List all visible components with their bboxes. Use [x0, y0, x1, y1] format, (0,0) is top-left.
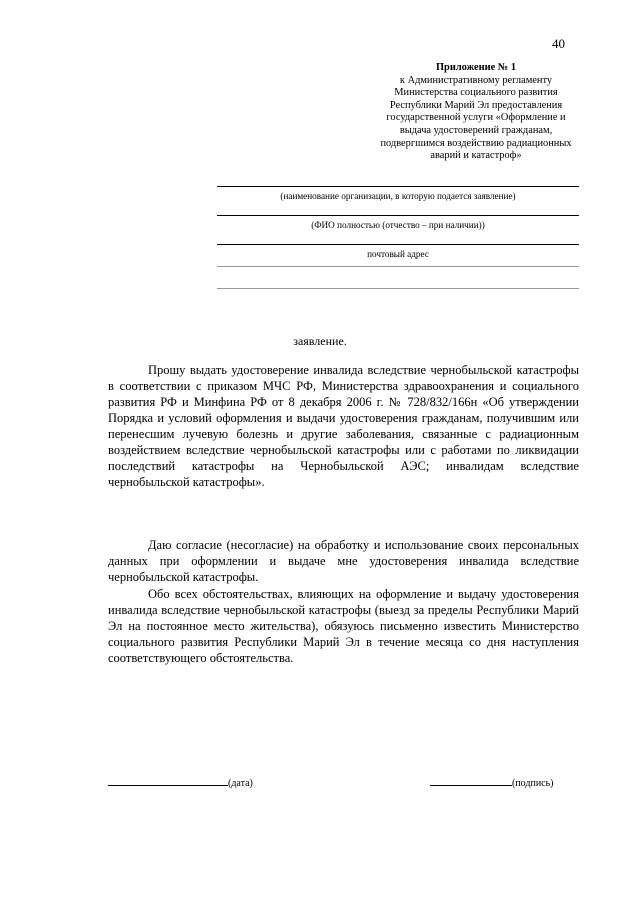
appendix-line: выдача удостоверений гражданам,: [399, 124, 553, 136]
appendix-line: Министерства социального развития: [394, 87, 558, 99]
organization-caption: (наименование организации, в которую подается заявление): [280, 191, 516, 201]
appendix-line: подвергшимся воздействию радиационных: [380, 137, 572, 149]
fio-line: [217, 215, 579, 216]
appendix-line: Республики Марий Эл предоставления: [389, 99, 563, 111]
fio-caption: (ФИО полностью (отчество – при наличии)): [311, 220, 485, 230]
appendix-line: аварий и катастроф»: [430, 150, 522, 162]
fio-field: [217, 215, 579, 231]
date-label: (дата): [228, 778, 253, 789]
organization-line: [217, 186, 579, 187]
address-blank-line: [217, 288, 579, 289]
consent-paragraph: Даю согласие (несогласие) на обработку и использование своих персональных данных при оформлении и выдаче мне удостоверения инвалида вследствие чернобыльской катастрофы.: [108, 538, 579, 584]
page-number: 40: [552, 36, 565, 51]
date-signature-field: [108, 776, 253, 789]
signature-label: (подпись): [512, 778, 554, 789]
organization-field: [217, 186, 579, 202]
signature-line: [430, 776, 512, 786]
appendix-header: [360, 62, 592, 163]
date-line: [108, 776, 228, 786]
address-line: [217, 244, 579, 245]
document-title: заявление.: [293, 334, 347, 348]
address-blank-line: [217, 266, 579, 267]
address-caption: почтовый адрес: [367, 249, 429, 259]
appendix-line: государственной услуги «Оформление и: [386, 112, 566, 124]
request-paragraph: Прошу выдать удостоверение инвалида вследствие чернобыльской катастрофы в соответствии с приказом МЧС РФ, Министерства здравоохранения и социального развития РФ и Минфина РФ от 8 декабря 2006 г. № 728/832/166н «Об утверждении Порядка и условий оформления и выдачи удостоверения гражданам, получившим или перенесшим лучевую болезнь и другие заболевания, связанные с радиационным воздействием вследствие чернобыльской катастрофы или с работами по ликвидации последствий катастрофы на Чернобыльской АЭС; инвалидам вследствие чернобыльской катастрофы».: [108, 363, 579, 489]
appendix-line: к Административному регламенту: [399, 74, 553, 86]
appendix-title: Приложение № 1: [435, 62, 517, 73]
signature-field: [430, 776, 554, 789]
address-field: [217, 244, 579, 260]
obligation-paragraph: Обо всех обстоятельствах, влияющих на оформление и выдачу удостоверения инвалида вследствие чернобыльской катастрофы (выезд за пределы Республики Марий Эл на постоянное место жительства), обязуюсь письменно известить Министерство социального развития Республики Марий Эл в течение месяца со дня наступления соответствующего обстоятельства.: [108, 587, 579, 665]
